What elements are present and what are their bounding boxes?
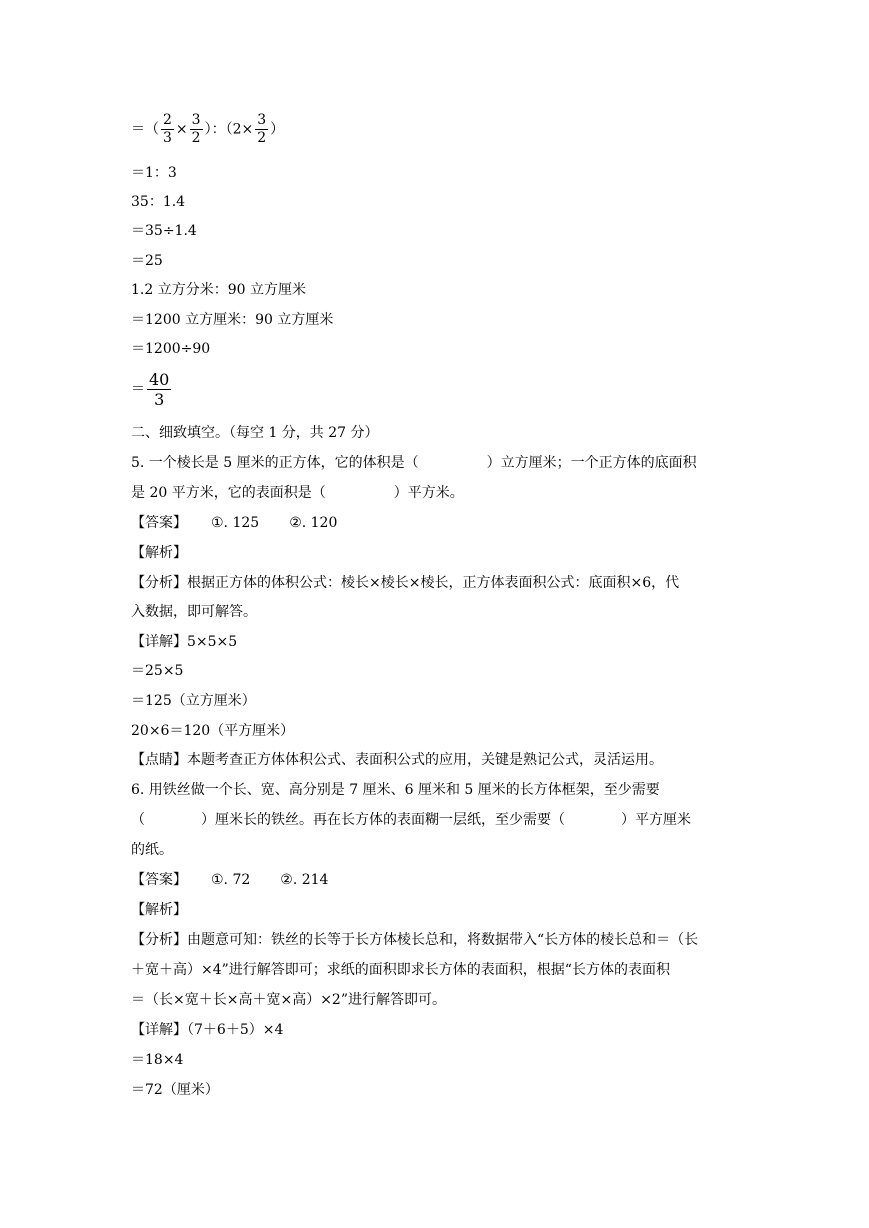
text-segment: ）：（2× (204, 121, 254, 138)
text-line: ＝72（厘米） (131, 1082, 219, 1098)
text-line: 【分析】由题意可知：铁丝的长等于长方体棱长总和，将数据带入“长方体的棱长总和＝（长 (131, 932, 699, 948)
text-line: 【点睛】本题考查正方体体积公式、表面积公式的应用，关键是熟记公式，灵活运用。 (131, 752, 663, 768)
text-line: 35：1.4 (131, 194, 186, 210)
answer-label: 【答案】 (131, 515, 187, 531)
text-segment: ）厘米长的铁丝。再在长方体的表面糊一层纸，至少需要（ (201, 812, 565, 828)
text-segment: 是 20 平方米，它的表面积是（ (131, 485, 326, 501)
text-segment: ）平方米。 (393, 485, 464, 501)
text-segment: × (175, 121, 188, 138)
answer-value: ①. 72 (211, 872, 251, 888)
text-line: ＝25×5 (131, 663, 184, 679)
fraction (161, 112, 174, 147)
text-segment: ）立方厘米；一个正方体的底面积 (486, 455, 697, 471)
text-line: ＝18×4 (131, 1052, 184, 1068)
fraction-denominator: 2 (191, 130, 201, 146)
text-line: 1.2 立方分米：90 立方厘米 (131, 282, 306, 298)
text-line: 【详解】（7＋6＋5）×4 (131, 1022, 284, 1038)
fraction-numerator: 40 (149, 370, 170, 389)
text-segment: ）平方厘米 (621, 812, 691, 828)
question-5-line-2 (131, 484, 464, 502)
ratio-expression-line (131, 112, 284, 147)
text-line: ＝25 (131, 253, 163, 269)
fraction (190, 112, 203, 147)
text-line: ＝1200÷90 (131, 341, 211, 357)
text-line: 的纸。 (131, 842, 173, 858)
text-line: 【解析】 (131, 545, 187, 561)
fraction-numerator: 3 (191, 112, 201, 128)
question-5-line-1 (131, 454, 697, 472)
text-line: 【解析】 (131, 902, 187, 918)
text-line: 6. 用铁丝做一个长、宽、高分别是 7 厘米、6 厘米和 5 厘米的长方体框架，至少需要 (131, 782, 660, 798)
answer-line (131, 871, 328, 889)
fraction-numerator: 2 (163, 112, 172, 128)
text-line: 20×6＝120（平方厘米） (131, 723, 295, 739)
text-line: ＝1200 立方厘米：90 立方厘米 (131, 312, 334, 328)
fraction (255, 112, 268, 147)
answer-value: ①. 125 (211, 515, 260, 531)
fraction-denominator: 3 (163, 130, 172, 146)
text-line: ＝35÷1.4 (131, 223, 197, 239)
fraction-denominator: 2 (257, 130, 267, 146)
section-heading: 二、细致填空。（每空 1 分，共 27 分） (131, 425, 379, 441)
answer-label: 【答案】 (131, 872, 187, 888)
fraction-denominator: 3 (154, 390, 165, 409)
text-line: ＝125（立方厘米） (131, 693, 256, 709)
text-segment: 5. 一个棱长是 5 厘米的正方体，它的体积是（ (131, 455, 419, 471)
question-6-line-2 (131, 811, 691, 829)
text-segment: ＝ (131, 381, 145, 398)
answer-value: ②. 214 (280, 872, 329, 888)
text-line: 【分析】根据正方体的体积公式：棱长×棱长×棱长，正方体表面积公式：底面积×6，代 (131, 575, 680, 591)
text-segment: ＝（ (131, 121, 159, 138)
fraction (147, 370, 171, 409)
fraction-result-line (131, 370, 173, 409)
fraction-numerator: 3 (257, 112, 267, 128)
text-segment: ） (270, 121, 285, 138)
text-line: ＋宽＋高）×4”进行解答即可；求纸的面积即求长方体的表面积，根据“长方体的表面积 (131, 962, 670, 978)
text-line: 入数据，即可解答。 (131, 604, 257, 620)
text-line: ＝1：3 (131, 165, 177, 181)
answer-line (131, 514, 337, 532)
text-line: ＝（长×宽＋长×高＋宽×高）×2”进行解答即可。 (131, 992, 446, 1008)
answer-value: ②. 120 (289, 515, 338, 531)
text-segment: （ (131, 812, 145, 828)
text-line: 【详解】5×5×5 (131, 634, 238, 650)
